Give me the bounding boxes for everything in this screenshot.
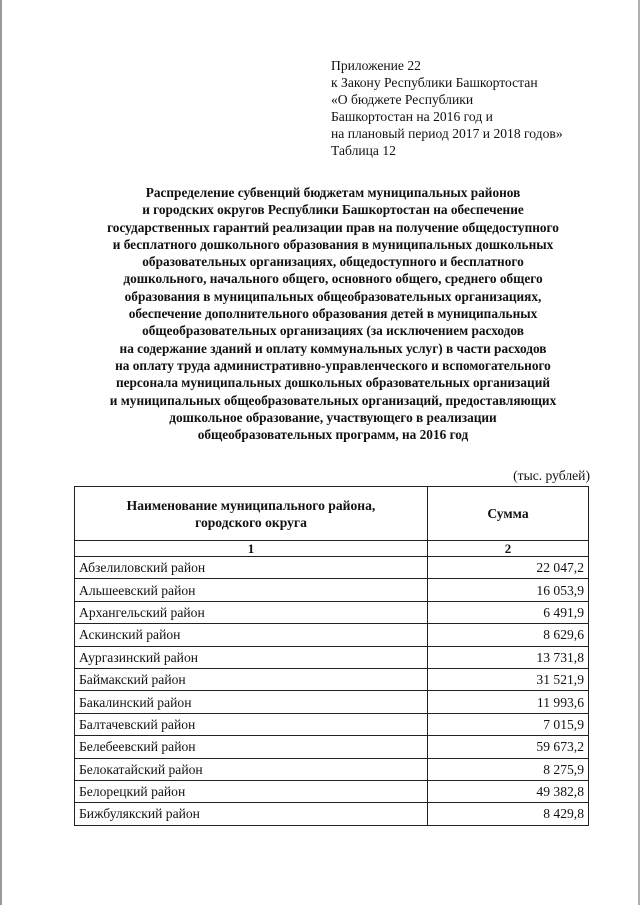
title-line: общеобразовательных организациях (за исключением расходов	[142, 323, 524, 339]
title-line: и городских округов Республики Башкортостан на обеспечение	[142, 202, 524, 218]
title-line: на оплату труда административно-управленческого и вспомогательного	[115, 357, 551, 373]
column-number: 2	[428, 541, 589, 557]
table-row	[75, 713, 589, 735]
district-name: Белебеевский район	[75, 736, 428, 758]
title-line: обеспечение дополнительного образования детей в муниципальных	[128, 306, 538, 322]
header-name-line: городского округа	[195, 514, 307, 530]
title-line: на содержание зданий и оплату коммунальных услуг) в части расходов	[119, 340, 547, 356]
district-name: Бакалинский район	[75, 691, 428, 713]
appendix-header	[331, 57, 621, 159]
page-left-edge	[0, 0, 2, 905]
district-sum: 59 673,2	[428, 736, 589, 758]
district-sum: 16 053,9	[428, 579, 589, 601]
district-name: Абзелиловский район	[75, 557, 428, 579]
title-line: персонала муниципальных дошкольных образовательных организаций	[115, 375, 551, 391]
header-name-line: Наименование муниципального района,	[126, 497, 376, 513]
district-name: Аургазинский район	[75, 646, 428, 668]
title-line: дошкольного, начального общего, основного общего, среднего общего	[123, 271, 543, 287]
table-row	[75, 668, 589, 690]
table-row	[75, 803, 589, 825]
district-sum: 22 047,2	[428, 557, 589, 579]
column-number: 1	[75, 541, 428, 557]
district-sum: 8 629,6	[428, 624, 589, 646]
table-row	[75, 780, 589, 802]
appendix-line: Таблица 12	[331, 143, 396, 158]
table-row	[75, 557, 589, 579]
district-sum: 11 993,6	[428, 691, 589, 713]
title-line: государственных гарантий реализации прав на получение общедоступного	[107, 219, 559, 235]
district-name: Архангельский район	[75, 601, 428, 623]
district-sum: 6 491,9	[428, 601, 589, 623]
column-number-row	[75, 541, 589, 557]
appendix-line: Приложение 22	[331, 58, 421, 73]
title-line: образования в муниципальных общеобразовательных организациях,	[124, 288, 542, 304]
district-sum: 7 015,9	[428, 713, 589, 735]
district-name: Аскинский район	[75, 624, 428, 646]
title-line: общеобразовательных программ, на 2016 год	[197, 427, 469, 443]
table-header-row	[75, 487, 589, 541]
district-sum: 13 731,8	[428, 646, 589, 668]
table-row	[75, 758, 589, 780]
appendix-line: на плановый период 2017 и 2018 годов»	[331, 126, 563, 141]
title-line: дошкольное образование, участвующего в реализации	[169, 409, 497, 425]
title-line: и муниципальных общеобразовательных организаций, предоставляющих	[109, 392, 557, 408]
units-label: (тыс. рублей)	[513, 468, 590, 483]
header-sum: Сумма	[428, 487, 589, 541]
district-sum: 31 521,9	[428, 668, 589, 690]
table-row	[75, 736, 589, 758]
district-name: Балтачевский район	[75, 713, 428, 735]
table-row	[75, 624, 589, 646]
district-name: Альшеевский район	[75, 579, 428, 601]
appendix-line: Башкортостан на 2016 год и	[331, 109, 493, 124]
document-title	[60, 184, 606, 443]
subsidy-table	[74, 486, 589, 826]
title-line: и бесплатного дошкольного образования в муниципальных дошкольных	[112, 236, 554, 252]
table-row	[75, 579, 589, 601]
district-name: Белорецкий район	[75, 780, 428, 802]
district-name: Белокатайский район	[75, 758, 428, 780]
title-line: образовательных организациях, общедоступного и бесплатного	[142, 254, 524, 270]
district-name: Баймакский район	[75, 668, 428, 690]
district-sum: 8 429,8	[428, 803, 589, 825]
header-district-name	[75, 487, 428, 541]
district-sum: 8 275,9	[428, 758, 589, 780]
appendix-line: «О бюджете Республики	[331, 92, 474, 107]
district-name: Бижбулякский район	[75, 803, 428, 825]
table-row	[75, 646, 589, 668]
table-row	[75, 601, 589, 623]
table-row	[75, 691, 589, 713]
district-sum: 49 382,8	[428, 780, 589, 802]
appendix-line: к Закону Республики Башкортостан	[331, 75, 538, 90]
title-line: Распределение субвенций бюджетам муниципальных районов	[145, 185, 521, 200]
